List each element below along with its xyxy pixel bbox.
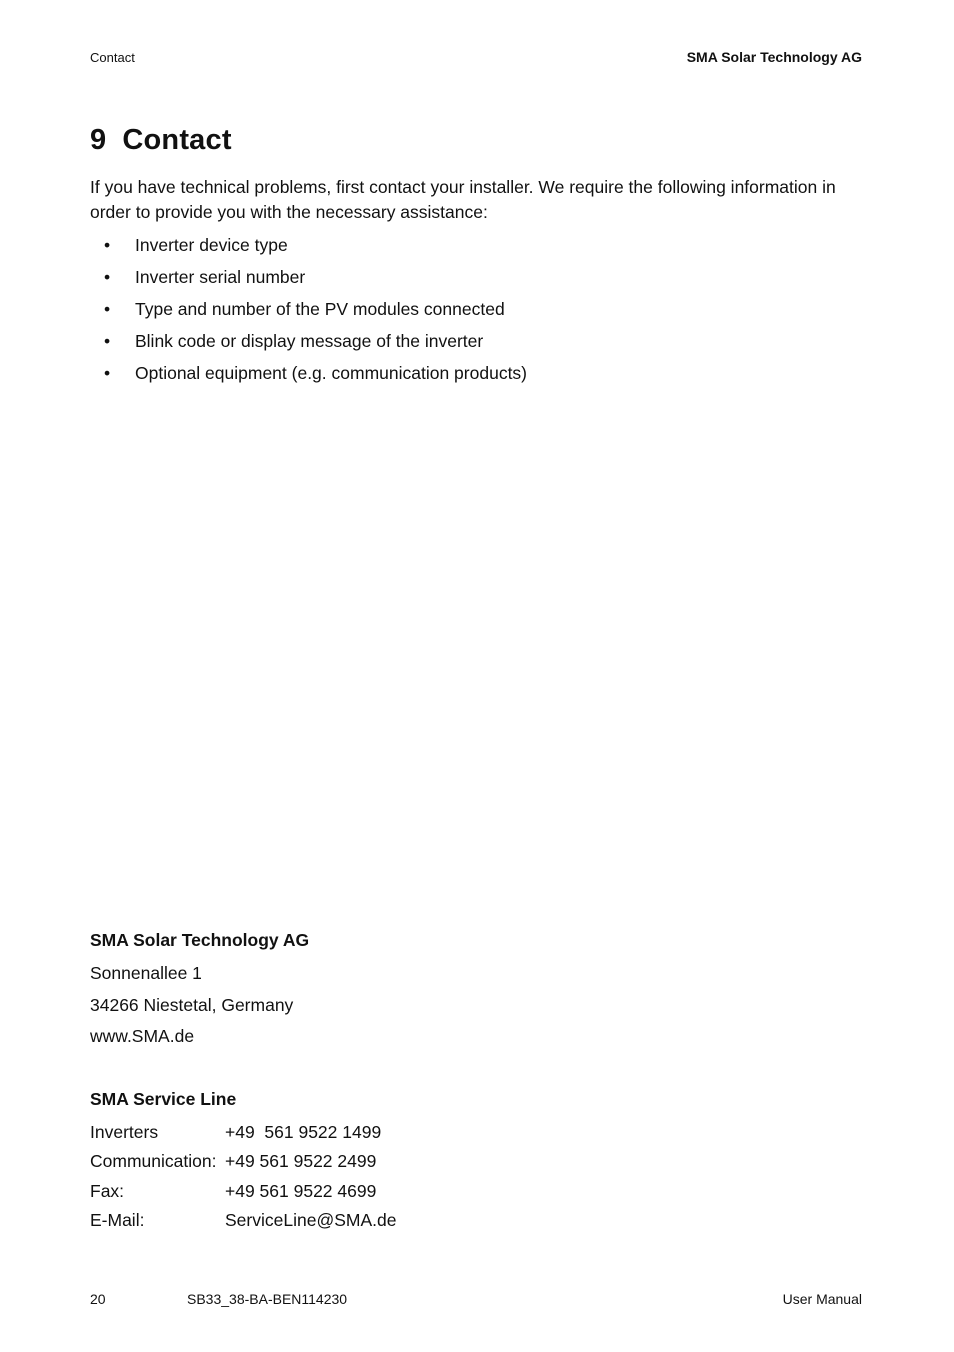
service-row-email [90, 1210, 396, 1231]
service-label: Communication: [90, 1151, 217, 1171]
company-website[interactable]: www.SMA.de [90, 1026, 195, 1046]
service-email-link[interactable]: ServiceLine@SMA.de [225, 1210, 397, 1230]
list-item-text: Inverter device type [135, 235, 288, 255]
bullet-icon: • [104, 331, 111, 351]
service-line-title: SMA Service Line [90, 1089, 237, 1109]
service-value: +49 561 9522 2499 [225, 1151, 377, 1171]
list-item-text: Type and number of the PV modules connected [135, 299, 505, 319]
company-city: 34266 Niestetal, Germany [90, 995, 294, 1015]
service-label: E-Mail: [90, 1210, 145, 1230]
page-number: 20 [90, 1291, 106, 1307]
company-street: Sonnenallee 1 [90, 963, 202, 983]
list-item [90, 263, 527, 295]
list-item-text: Inverter serial number [135, 267, 306, 287]
document-type: User Manual [782, 1291, 862, 1307]
service-value: +49 561 9522 4699 [225, 1181, 377, 1201]
running-header-section: Contact [90, 50, 135, 65]
service-label: Fax: [90, 1181, 125, 1201]
document-id: SB33_38-BA-BEN114230 [187, 1291, 348, 1307]
service-label: Inverters [90, 1122, 159, 1142]
service-row-communication [90, 1151, 376, 1172]
list-item [90, 359, 527, 391]
list-item [90, 231, 527, 263]
service-row-fax [90, 1181, 376, 1202]
company-name: SMA Solar Technology AG [90, 930, 310, 950]
list-item-text: Optional equipment (e.g. communication products) [135, 363, 528, 383]
intro-paragraph: If you have technical problems, first contact your installer. We require the following information in order to provide you with the necessary assistance: [90, 177, 836, 222]
requirements-list [90, 231, 527, 391]
list-item [90, 295, 527, 327]
chapter-title [90, 124, 232, 157]
chapter-number: 9 [90, 124, 107, 156]
service-value: +49 561 9522 1499 [225, 1122, 382, 1142]
bullet-icon: • [104, 267, 111, 287]
service-row-inverters [90, 1122, 381, 1143]
bullet-icon: • [104, 363, 111, 383]
bullet-icon: • [104, 299, 111, 319]
list-item [90, 327, 527, 359]
chapter-title-text: Contact [122, 124, 232, 156]
running-header-company: SMA Solar Technology AG [686, 49, 862, 65]
list-item-text: Blink code or display message of the inverter [135, 331, 484, 351]
bullet-icon: • [104, 235, 111, 255]
